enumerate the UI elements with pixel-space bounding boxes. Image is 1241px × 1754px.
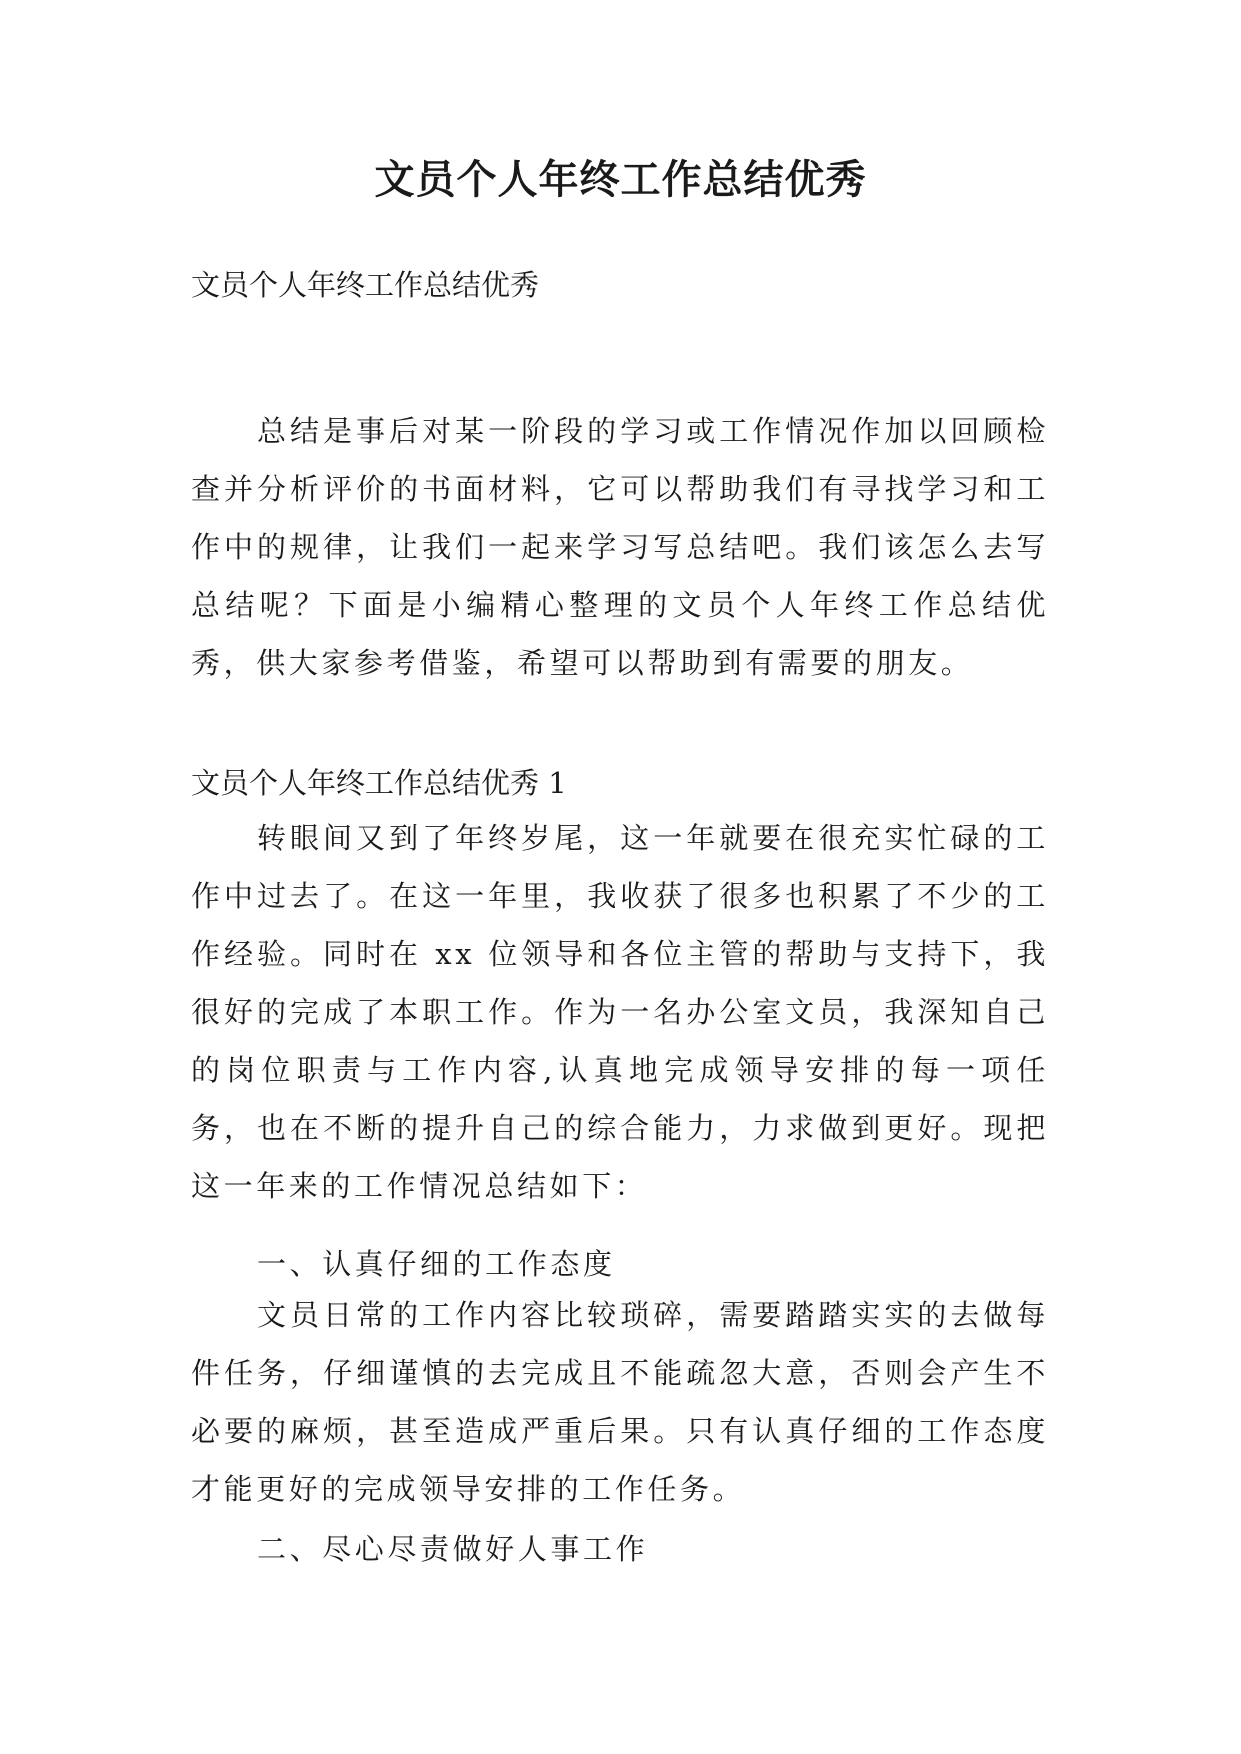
section-paragraph-2: 文员日常的工作内容比较琐碎，需要踏踏实实的去做每件任务，仔细谨慎的去完成且不能疏忽大意，否则会产生不必要的麻烦，甚至造成严重后果。只有认真仔细的工作态度才能更好的完成领导安排的工作任务。 bbox=[191, 1298, 1049, 1506]
heading-personnel: 二、尽心尽责做好人事工作 bbox=[257, 1532, 649, 1566]
document-title: 文员个人年终工作总结优秀 bbox=[374, 156, 867, 203]
section-title: 文员个人年终工作总结优秀 1 bbox=[191, 766, 567, 800]
heading-attitude: 一、认真仔细的工作态度 bbox=[257, 1247, 616, 1281]
intro-paragraph: 总结是事后对某一阶段的学习或工作情况作加以回顾检查并分析评价的书面材料，它可以帮助我们有寻找学习和工作中的规律，让我们一起来学习写总结吧。我们该怎么去写总结呢？下面是小编精心整理的文员个人年终工作总结优秀，供大家参考借鉴，希望可以帮助到有需要的朋友。 bbox=[191, 414, 1049, 680]
section-paragraph-1: 转眼间又到了年终岁尾，这一年就要在很充实忙碌的工作中过去了。在这一年里，我收获了很多也积累了不少的工作经验。同时在 xx 位领导和各位主管的帮助与支持下，我很好的完成了本职工作。作为一名办公室文员，我深知自己的岗位职责与工作内容,认真地完成领导安排的每一项任务，也在不断的提升自己的综合能力，力求做到更好。现把这一年来的工作情况总结如下： bbox=[191, 821, 1049, 1203]
document-subtitle: 文员个人年终工作总结优秀 bbox=[191, 268, 540, 302]
